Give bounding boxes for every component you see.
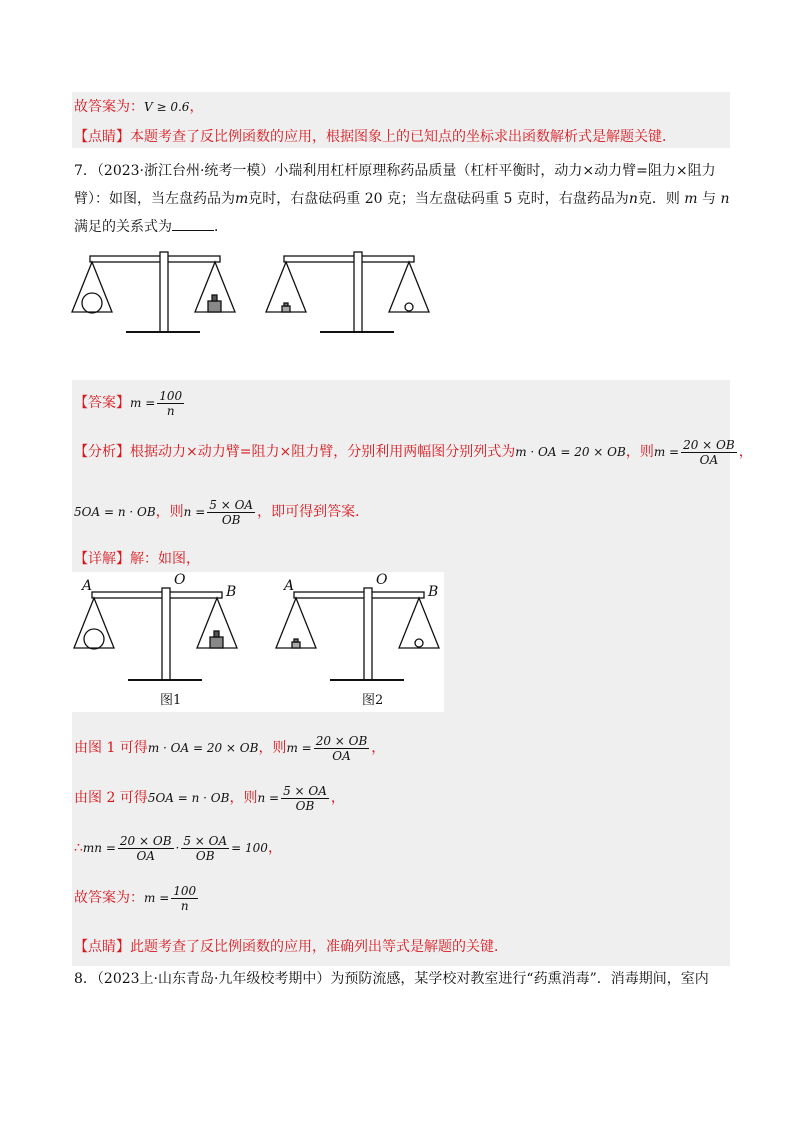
analysis-line-2: 5OA = n · OB，则n = $\frac{5 \times OA}{OB}$ ，即可得到答案． bbox=[74, 497, 370, 527]
labeled-balance-illustration bbox=[72, 572, 444, 712]
question-7-line-1: 7．（2023·浙江台州·统考一模）小瑞利用杠杆原理称药品质量（杠杆平衡时，动力×动力臂=阻力×阻力 bbox=[74, 163, 716, 179]
step-3-line: ∴mn = $\frac{20 \times OB}{OA}$ · $\frac{5 \times OA}{OB}$ = 100， bbox=[74, 833, 282, 863]
question-7-line-3: 满足的关系式为 ． bbox=[74, 219, 228, 235]
balance-figure-labeled bbox=[72, 572, 444, 712]
dianjing-line: 【点睛】此题考查了反比例函数的应用，准确列出等式是解题的关键． bbox=[74, 939, 508, 955]
question-8-line-1: 8．（2023上·山东青岛·九年级校考期中）为预防流感，某学校对教室进行“药熏消毒”．消毒期间，室内 bbox=[74, 971, 709, 987]
final-answer-fraction: $\frac{100}{n}$ bbox=[173, 883, 197, 913]
label-b-1: B bbox=[226, 584, 237, 600]
balance-illustration bbox=[70, 248, 430, 348]
answer-line: 【答案】m = $\frac{100}{n}$ bbox=[74, 388, 183, 418]
step-1-fraction: $\frac{20 \times OB}{OA}$ bbox=[315, 733, 368, 763]
label-a-1: A bbox=[82, 578, 93, 594]
answer-fraction: $\frac{100}{n}$ bbox=[159, 388, 183, 418]
step-1-line: 由图 1 可得m · OA = 20 × OB，则m = $\frac{20 \times OB}{OA}$ ， bbox=[74, 733, 386, 763]
analysis-line-1: 【分析】根据动力×动力臂=阻力×阻力臂，分别利用两幅图分别列式为m · OA = 20 × OB，则m = $\frac{20 \times OB}{OA}$ ， bbox=[74, 437, 753, 467]
dianjing-line-prev: 【点睛】本题考查了反比例函数的应用，根据图象上的已知点的坐标求出函数解析式是解题关键． bbox=[74, 129, 676, 145]
step-2-line: 由图 2 可得5OA = n · OB，则n = $\frac{5 \times OA}{OB}$ ， bbox=[74, 783, 345, 813]
label-a-2: A bbox=[284, 578, 295, 594]
step-3-fraction-2: $\frac{5 \times OA}{OB}$ bbox=[183, 833, 228, 863]
final-answer-line: 故答案为：m = $\frac{100}{n}$ bbox=[74, 883, 197, 913]
caption-figure-1: 图1 bbox=[160, 693, 182, 708]
analysis-fraction-1: $\frac{20 \times OB}{OA}$ bbox=[683, 437, 735, 467]
balance-figure-question bbox=[70, 248, 430, 348]
answer-line-prev: 故答案为：V ≥ 0.6， bbox=[74, 99, 204, 115]
step-3-fraction-1: $\frac{20 \times OB}{OA}$ bbox=[119, 833, 172, 863]
label-o-1: O bbox=[174, 572, 186, 588]
step-2-fraction: $\frac{5 \times OA}{OB}$ bbox=[283, 783, 327, 813]
detail-line: 【详解】解：如图， bbox=[74, 551, 200, 567]
question-7-line-2: 臂）：如图，当左盘药品为m克时，右盘砝码重 20 克；当左盘砝码重 5 克时，右盘药品为n克．则 m 与 n bbox=[74, 191, 730, 207]
label-o-2: O bbox=[376, 572, 388, 588]
answer-blank bbox=[172, 218, 214, 231]
analysis-fraction-2: $\frac{5 \times OA}{OB}$ bbox=[209, 497, 254, 527]
label-b-2: B bbox=[428, 584, 439, 600]
caption-figure-2: 图2 bbox=[362, 693, 384, 708]
